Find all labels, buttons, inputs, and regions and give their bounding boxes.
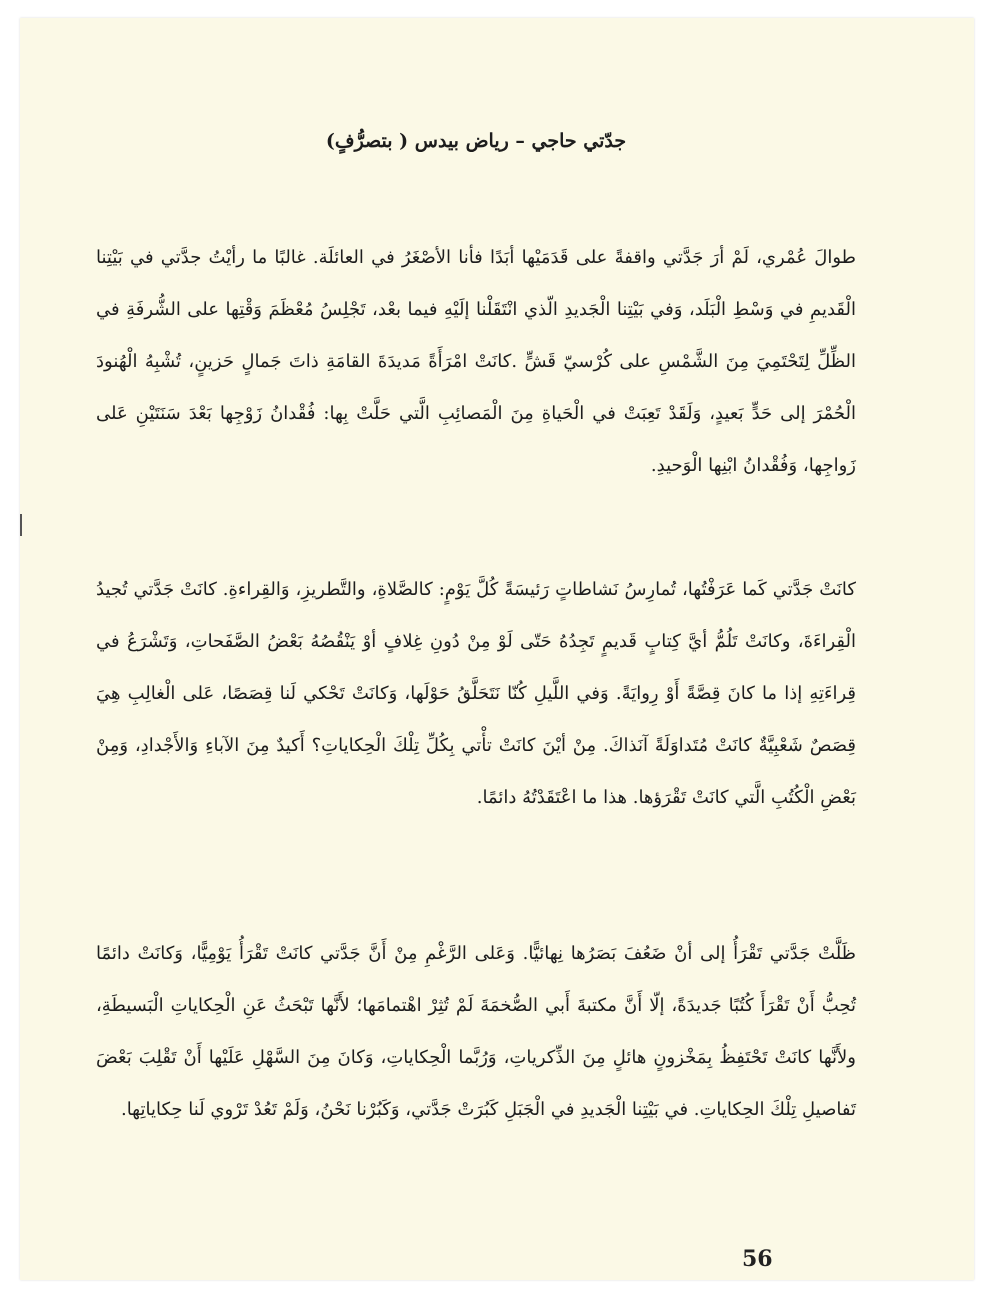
page-number: 56 bbox=[742, 1246, 773, 1272]
margin-mark bbox=[20, 514, 22, 536]
paragraph-2: كانَتْ جَدَّتي كَما عَرَفْتُها، تُمارِسُ نَشاطاتٍ رَئيسَةً كُلَّ يَوْمٍ: كالصَّلاةِ، والتَّطريزِ، وَالقِراءةِ. كانَتْ جَدَّتي تُجيدُ الْقِراءَةَ، وكانَتْ تَلُمُّ أيَّ كِتابٍ قَديمٍ تَجِدُهُ حَتّى لَوْ مِنْ دُونِ غِلافٍ أوْ يَنْقُصُهُ بَعْضُ الصَّفَحاتِ، وَتَشْرَعُ في قِراءَتِهِ إذا ما كانَ قِصَّةً أَوْ رِوايَةً. وَفي اللَّيلِ كُنّا نَتَحَلَّقُ حَوْلَها، وَكانَتْ تَحْكي لَنا قِصَصًا، عَلى الْغالِبِ هِيَ قِصَصٌ شَعْبِيَّةٌ كانَتْ مُتَداوَلَةً آنَذاكَ. مِنْ أيْنَ كانَتْ تأْتي بِكُلِّ تِلْكَ الْحِكاياتِ؟ أَكيدٌ مِنَ الآباءِ وَالأَجْدادِ، وَمِنْ بَعْضِ الْكُتُبِ الَّتي كانَتْ تَقْرَؤها. هذا ما اعْتَقَدْتُهُ دائمًا. bbox=[96, 579, 856, 808]
paragraph-1: طوالَ عُمْري، لَمْ أرَ جَدَّتي واقفةً على قَدَمَيْها أبَدًا فأنا الأصْغَرُ في العائلَة. غالبًا ما رأيْتُ جدَّتي في بَيْتِنا الْقَديمِ في وَسْطِ الْبَلَد، وَفي بَيْتِنا الْجَديدِ الّذي انْتَقَلْنا إلَيْهِ فيما بعْد، تَجْلِسُ مُعْظَمَ وَقْتِها على الشُّرفَةِ في الظِّلِّ لِتَحْتَمِيَ مِنَ الشَّمْسِ على كُرْسيّ قَشٍّ .كانَتْ امْرَأَةً مَديدَةَ القامَةِ ذاتَ جَمالٍ حَزينٍ، تُشْبِهُ الْهُنودَ الْحُمْرَ إلى حَدٍّ بَعيدٍ، وَلَقَدْ تَعِبَتْ في الْحَياةِ مِنَ الْمَصائِبِ الَّتي حَلَّتْ بِها: فُقْدانُ زَوْجِها بَعْدَ سَنَتَيْنِ عَلى زَواجِها، وَفُقْدانُ ابْنِها الْوَحيدِ. bbox=[96, 247, 856, 476]
document-page bbox=[20, 18, 974, 1280]
paragraph-3: ظَلَّتْ جَدَّتي تَقْرَأُ إلى أنْ ضَعُفَ بَصَرُها نِهائيًّا. وَعَلى الرَّغْمِ مِنْ أَنَّ جَدَّتي كانَتْ تَقْرَأُ يَوْمِيًّا، وَكانَتْ دائمًا تُحِبُّ أَنْ تَقْرَأَ كُتُبًا جَديدَةً، إلّا أَنَّ مكتبةَ أَبي الصُّخمَةَ لَمْ تُثِرْ اهْتمامَها؛ لأَنَّها تَبْحَثُ عَنِ الْحِكاياتِ الْبَسيطَةِ، ولأَنَّها كانَتْ تَحْتَفِظُ بِمَخْزونٍ هائلٍ مِنَ الذِّكرياتِ، وَرُبَّما الْحِكاياتِ، وَكانَ مِنَ السَّهْلِ عَلَيْها أَنْ تَقْلِبَ بَعْضَ تَفاصيلِ تِلْكَ الحِكاياتِ. في بَيْتِنا الْجَديدِ في الْجَبَلِ كَبُرَتْ جَدَّتي، وَكَبُرْنا نَحْنُ، وَلَمْ تَعُدْ تَرْوي لَنا حِكاياتِها. bbox=[96, 943, 856, 1120]
page-title: جدّتي حاجي – رياض بيدس ( بتصرُّفٍ) bbox=[325, 130, 627, 152]
